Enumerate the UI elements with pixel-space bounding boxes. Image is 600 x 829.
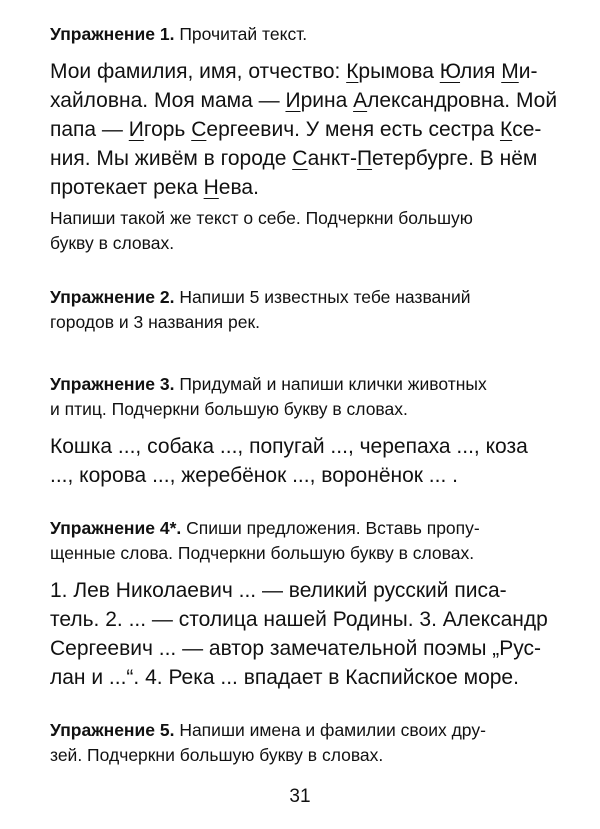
- text-segment: ергеевич. У меня есть сестра: [206, 118, 500, 141]
- text-line: [50, 86, 580, 115]
- exercise-1-title: Упражнение 1.: [50, 24, 175, 44]
- underlined-capital-letter: К: [499, 118, 513, 141]
- text-segment: горь: [143, 118, 192, 141]
- text-line: Сергеевич ... — автор замечательной поэмы „Рус-: [50, 637, 542, 660]
- underlined-capital-letter: И: [128, 118, 144, 141]
- exercise-2-title: Упражнение 2.: [50, 287, 175, 307]
- text-segment: анкт-: [307, 147, 357, 170]
- text-segment: лександровна. Мой: [367, 89, 558, 112]
- underlined-capital-letter: К: [346, 60, 359, 83]
- text-line: ..., корова ..., жеребёнок ..., воронёнок ... .: [50, 464, 458, 487]
- task-line: щенные слова. Подчеркни большую букву в словах.: [50, 543, 475, 563]
- text-segment: рина: [300, 89, 354, 112]
- text-line: 1. Лев Николаевич ... — великий русский писа-: [50, 579, 507, 602]
- underlined-capital-letter: Н: [203, 176, 219, 199]
- exercise-5-title: Упражнение 5.: [50, 720, 175, 740]
- exercise-1-task: [50, 206, 580, 256]
- exercise-3: [50, 372, 580, 422]
- underlined-capital-letter: И: [285, 89, 301, 112]
- text-line: [50, 173, 580, 202]
- text-segment: хайловна. Моя мама —: [50, 89, 286, 112]
- task-line: зей. Подчеркни большую букву в словах.: [50, 745, 384, 765]
- underlined-capital-letter: С: [292, 147, 308, 170]
- exercise-5: [50, 718, 580, 768]
- text-line: тель. 2. ... — столица нашей Родины. 3. Александр: [50, 608, 548, 631]
- text-segment: и-: [518, 60, 538, 83]
- exercise-2-instruction: Напиши 5 известных тебе названий: [174, 287, 471, 307]
- text-line: [50, 57, 580, 86]
- page-number: 31: [289, 786, 311, 807]
- exercise-3-text: [50, 432, 580, 490]
- text-segment: папа —: [50, 118, 129, 141]
- text-segment: етербурге. В нём: [372, 147, 538, 170]
- exercise-4-title: Упражнение 4*.: [50, 518, 182, 538]
- text-line: [50, 144, 580, 173]
- underlined-capital-letter: М: [501, 60, 519, 83]
- exercise-2: [50, 285, 580, 335]
- text-segment: протекает река: [50, 176, 204, 199]
- text-segment: ева.: [218, 176, 259, 199]
- task-line: городов и 3 названия рек.: [50, 312, 260, 332]
- exercise-3-title: Упражнение 3.: [50, 374, 175, 394]
- task-line: букву в словах.: [50, 233, 175, 253]
- exercise-4: [50, 516, 580, 566]
- text-line: лан и ...“. 4. Река ... впадает в Каспийское море.: [50, 666, 519, 689]
- task-line: и птиц. Подчеркни большую букву в словах.: [50, 399, 408, 419]
- text-segment: ния. Мы живём в городе: [50, 147, 293, 170]
- exercise-1-heading: [50, 22, 580, 47]
- text-line: Кошка ..., собака ..., попугай ..., черепаха ..., коза: [50, 435, 528, 458]
- text-segment: се-: [512, 118, 542, 141]
- underlined-capital-letter: А: [353, 89, 368, 112]
- exercise-1-text: [50, 57, 580, 202]
- text-segment: лия: [460, 60, 502, 83]
- underlined-capital-letter: С: [191, 118, 207, 141]
- exercise-5-instruction: Напиши имена и фамилии своих дру-: [174, 720, 486, 740]
- text-line: [50, 115, 580, 144]
- underlined-capital-letter: Ю: [439, 60, 461, 83]
- exercise-4-text: [50, 576, 580, 692]
- exercise-4-instruction: Спиши предложения. Вставь пропу-: [181, 518, 480, 538]
- task-line: Напиши такой же текст о себе. Подчеркни большую: [50, 208, 473, 228]
- text-segment: рымова: [358, 60, 440, 83]
- underlined-capital-letter: П: [356, 147, 373, 170]
- text-segment: Мои фамилия, имя, отчество:: [50, 60, 347, 83]
- exercise-1-instruction: Прочитай текст.: [174, 24, 308, 44]
- exercise-3-instruction: Придумай и напиши клички животных: [174, 374, 487, 394]
